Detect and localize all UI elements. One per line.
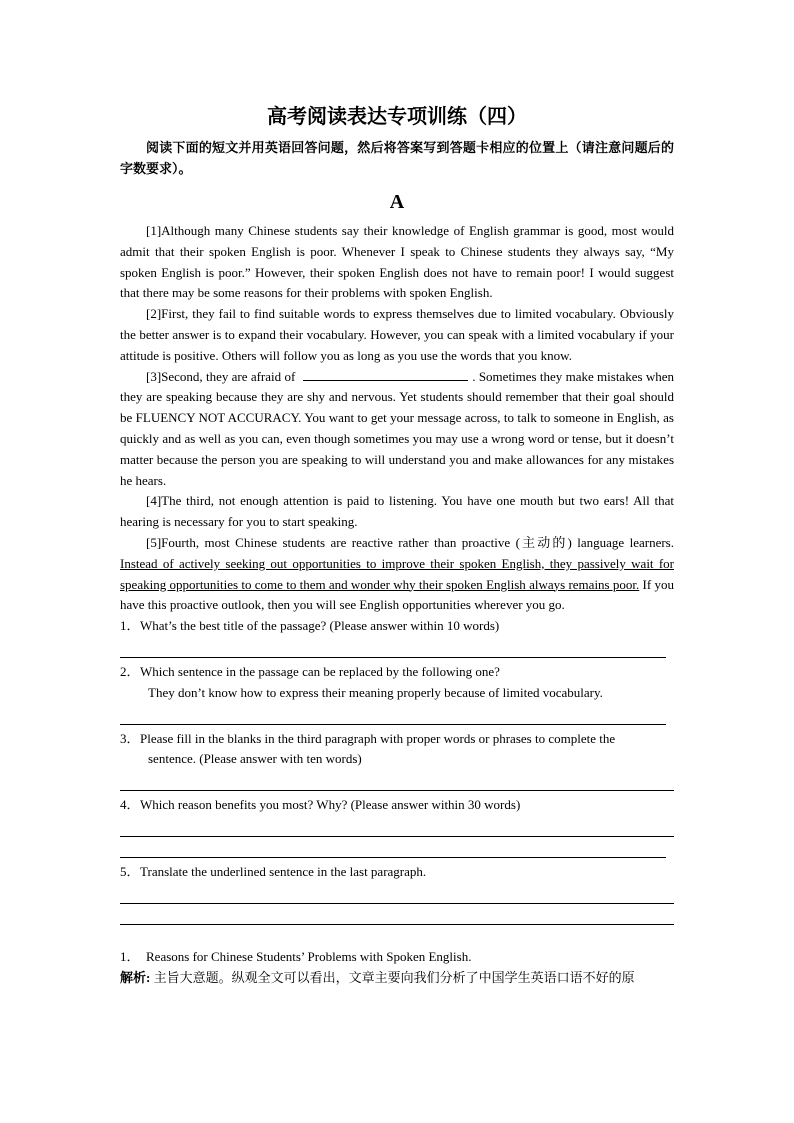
analysis — [120, 968, 674, 989]
paragraph-2: [2]First, they fail to find suitable words to express themselves due to limited vocabulary. Obviously the better answer is to expand their vocabulary. However, you can speak with a limited vocabulary if your attitude is positive. Others will follow you as long as you use the words that you know. — [120, 306, 674, 363]
paragraph-3-start: [3]Second, they are afraid of — [146, 368, 296, 384]
paragraph-4: [4]The third, not enough attention is paid to listening. You have one mouth but two ears! All that hearing is necessary for you to start speaking. — [120, 493, 674, 530]
section-label: A — [389, 191, 405, 213]
fill-blank[interactable] — [303, 368, 468, 381]
paragraph-3-rest: . Sometimes they make mistakes when they are speaking because they are shy and nervous. Yet students should remember that their goal should be FLUENCY NOT ACCURACY. You want to get your message across, to talk to someone in English, as quickly and as well as you can, even though sometimes you may use a wrong word or tense, but it doesn’t matter because the person you are speaking to will understand you and make allowances for any mistakes he hears. — [120, 368, 674, 488]
answer-line-4b[interactable] — [120, 837, 666, 858]
paragraph-5-rest: If you have this proactive outlook, then you will see English opportunities wherever you go. — [120, 576, 674, 613]
answer-number: 1． — [120, 948, 140, 964]
question-text: Translate the underlined sentence in the last paragraph. — [140, 863, 427, 879]
question-text: Which sentence in the passage can be replaced by the following one? — [140, 663, 500, 679]
answer-1 — [120, 947, 674, 968]
question-number: 2． — [120, 663, 140, 679]
question-text: What’s the best title of the passage? (Please answer within 10 words) — [140, 618, 500, 634]
question-3 — [120, 729, 674, 750]
answer-text: Reasons for Chinese Students’ Problems with Spoken English. — [146, 948, 472, 964]
answer-line-4a[interactable] — [120, 816, 674, 837]
analysis-text: 主旨大意题。纵观全文可以看出，文章主要向我们分析了中国学生英语口语不好的原 — [150, 969, 635, 985]
question-5 — [120, 862, 674, 883]
page-title: 高考阅读表达专项训练（四） — [267, 106, 527, 128]
question-text: Which reason benefits you most? Why? (Please answer within 30 words) — [140, 797, 521, 813]
document-content — [120, 103, 674, 988]
question-3-continued: sentence. (Please answer with ten words) — [148, 751, 362, 767]
question-1 — [120, 616, 674, 637]
paragraph-1: [1]Although many Chinese students say their knowledge of English grammar is good, most would admit that their spoken English is poor. Whenever I speak to Chinese students they always say, “My spoken English is poor.” However, their spoken English does not have to remain poor! I would suggest that there may be some reasons for their problems with spoken English. — [120, 223, 674, 301]
question-number: 3． — [120, 730, 140, 746]
analysis-label: 解析: — [120, 969, 151, 985]
answer-line-1[interactable] — [120, 637, 666, 658]
answer-line-5a[interactable] — [120, 883, 674, 904]
answer-line-2[interactable] — [120, 704, 666, 725]
question-2-sentence: They don’t know how to express their meaning properly because of limited vocabulary. — [148, 684, 603, 700]
question-number: 4． — [120, 797, 140, 813]
question-4 — [120, 795, 674, 816]
paragraph-3 — [120, 367, 674, 492]
answer-line-3[interactable] — [120, 770, 674, 791]
answer-line-5b[interactable] — [120, 904, 674, 925]
paragraph-5-start: [5]Fourth, most Chinese students are reactive rather than proactive (主动的) language learners. — [146, 534, 674, 550]
paragraph-5 — [120, 533, 674, 616]
question-text: Please fill in the blanks in the third paragraph with proper words or phrases to complete the — [140, 730, 616, 746]
question-number: 1． — [120, 618, 140, 634]
question-2 — [120, 662, 674, 683]
question-number: 5． — [120, 863, 140, 879]
underlined-sentence: Instead of actively seeking out opportunities to improve their spoken English, they passively wait for speaking opportunities to come to them and wonder why their spoken English always remains poor. — [120, 555, 674, 592]
instructions: 阅读下面的短文并用英语回答问题，然后将答案写到答题卡相应的位置上（请注意问题后的字数要求）。 — [120, 140, 674, 176]
